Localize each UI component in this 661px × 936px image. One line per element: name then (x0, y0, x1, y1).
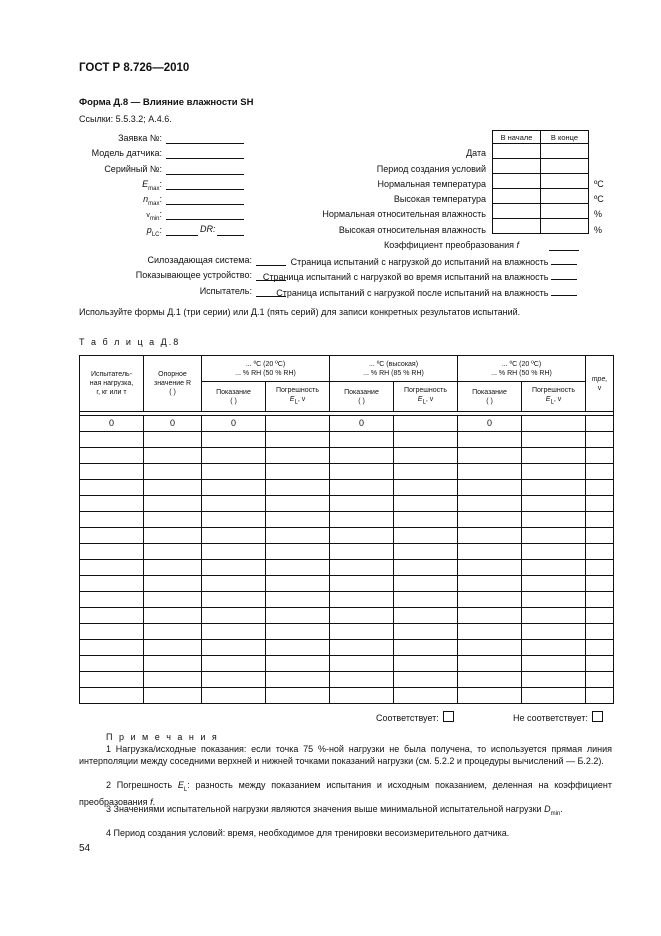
table-cell[interactable] (202, 464, 266, 480)
normal-temp-end-cell[interactable] (541, 174, 589, 189)
col-load-header: Испытатель- ная нагрузка, г, кг или т (80, 356, 144, 412)
table-cell[interactable] (202, 624, 266, 640)
table-cell[interactable] (80, 432, 144, 448)
table-cell[interactable] (586, 544, 614, 560)
table-cell[interactable] (80, 544, 144, 560)
table-cell[interactable] (202, 448, 266, 464)
table-cell[interactable] (330, 512, 394, 528)
group1-header: ... ºC (20 ºC) ... % RH (50 % RH) (202, 356, 330, 382)
table-cell[interactable] (144, 576, 202, 592)
page-before-field[interactable] (551, 255, 577, 265)
normal-temp-start-cell[interactable] (493, 174, 541, 189)
table-cell[interactable] (394, 640, 458, 656)
table-cell[interactable] (80, 624, 144, 640)
page-during-field[interactable] (551, 270, 577, 280)
error-header-1: Погрешность $E_L$, v (266, 382, 330, 412)
table-cell[interactable] (144, 640, 202, 656)
table-cell[interactable] (330, 560, 394, 576)
table-cell[interactable] (394, 576, 458, 592)
table-cell[interactable] (522, 512, 586, 528)
table-cell[interactable] (144, 672, 202, 688)
group2-header: ... ºC (высокая) ... % RH (85 % RH) (330, 356, 458, 382)
table-cell[interactable] (330, 656, 394, 672)
table-cell[interactable] (394, 448, 458, 464)
table-row (80, 560, 614, 576)
table-cell[interactable] (266, 560, 330, 576)
table-cell[interactable] (522, 448, 586, 464)
table-cell[interactable] (266, 688, 330, 704)
table-cell[interactable] (80, 448, 144, 464)
table-cell[interactable] (330, 496, 394, 512)
dr-label: DR: (200, 224, 216, 234)
high-temp-start-cell[interactable] (493, 189, 541, 204)
reading-header-1: Показание ( ) (202, 382, 266, 412)
table-cell[interactable] (522, 560, 586, 576)
col-end-header: В конце (541, 131, 589, 144)
page-during-row: Страница испытаний с нагрузкой во время испытаний на влажность (263, 270, 577, 282)
serial-label: Серийный №: (104, 164, 162, 174)
table-cell[interactable] (266, 592, 330, 608)
normal-rh-end-cell[interactable] (541, 204, 589, 219)
note-2: 2 Погрешность $E_L$: разность между показанием испытания и исходным показанием, деленная на коэффициент преобразования f. (79, 780, 612, 807)
table-row (80, 528, 614, 544)
standard-header: ГОСТ Р 8.726—2010 (79, 62, 190, 74)
table-cell[interactable] (586, 640, 614, 656)
table-row (80, 672, 614, 688)
table-cell[interactable] (586, 576, 614, 592)
complies-checkbox[interactable] (443, 711, 454, 722)
table-cell[interactable] (458, 592, 522, 608)
table-cell[interactable] (80, 560, 144, 576)
table-cell[interactable] (202, 592, 266, 608)
request-label: Заявка №: (118, 133, 162, 143)
table-cell[interactable] (330, 688, 394, 704)
table-caption: Т а б л и ц а Д.8 (79, 337, 181, 347)
table-cell[interactable] (202, 560, 266, 576)
table-cell[interactable] (458, 512, 522, 528)
table-cell[interactable] (458, 688, 522, 704)
table-cell[interactable] (522, 528, 586, 544)
table-cell[interactable] (202, 528, 266, 544)
table-row (80, 480, 614, 496)
table-cell[interactable] (266, 576, 330, 592)
table-cell[interactable] (330, 672, 394, 688)
high-rh-end-cell[interactable] (541, 219, 589, 234)
table-cell[interactable] (80, 576, 144, 592)
table-cell[interactable] (586, 464, 614, 480)
table-cell[interactable] (522, 496, 586, 512)
form-title: Форма Д.8 — Влияние влажности SH (79, 97, 254, 108)
emax-field[interactable] (166, 180, 244, 190)
table-cell[interactable] (522, 576, 586, 592)
page-before-row: Страница испытаний с нагрузкой до испытаний на влажность (291, 255, 577, 267)
group3-header: ... ºC (20 ºC) ... % RH (50 % RH) (458, 356, 586, 382)
unit-high-rh: % (594, 225, 603, 235)
col-start-header: В начале (493, 131, 541, 144)
table-cell[interactable] (522, 432, 586, 448)
table-cell[interactable] (330, 544, 394, 560)
table-cell[interactable] (394, 480, 458, 496)
table-cell[interactable] (586, 592, 614, 608)
table-cell[interactable] (330, 640, 394, 656)
emax-label: $E_{max}$: (142, 179, 162, 192)
table-cell[interactable] (458, 640, 522, 656)
display-device-label: Показывающее устройство: (135, 270, 252, 280)
table-cell[interactable] (330, 592, 394, 608)
cell-mpe[interactable] (586, 416, 614, 432)
table-cell[interactable] (144, 608, 202, 624)
use-forms-text: Используйте формы Д.1 (три серии) или Д.1 (пять серий) для записи конкретных результатов испытаний. (79, 307, 521, 317)
table-row (80, 624, 614, 640)
table-cell[interactable] (330, 608, 394, 624)
table-row (80, 448, 614, 464)
cell-reading-3[interactable]: 0 (458, 416, 522, 432)
table-cell[interactable] (266, 656, 330, 672)
table-cell[interactable] (522, 624, 586, 640)
table-cell[interactable] (266, 432, 330, 448)
table-row (80, 432, 614, 448)
table-cell[interactable] (458, 480, 522, 496)
date-label: Дата (466, 148, 486, 158)
table-cell[interactable] (330, 480, 394, 496)
nmax-field[interactable] (166, 195, 244, 205)
table-cell[interactable] (144, 624, 202, 640)
table-cell[interactable] (330, 432, 394, 448)
table-cell[interactable] (144, 464, 202, 480)
table-cell[interactable] (266, 448, 330, 464)
table-cell[interactable] (394, 512, 458, 528)
note-1: 1 Нагрузка/исходные показания: если точка 75 %-ной нагрузки не была получена, то используется прямая линия интерполяции между соседними верхней и нижней точками показаний нагрузки (см. 5.2.2 и процедуры вычислений — Б.2.2). (79, 744, 612, 766)
cell-reading-2[interactable]: 0 (330, 416, 394, 432)
table-row (80, 576, 614, 592)
normal-rh-label: Нормальная относительная влажность (322, 209, 486, 219)
page-number: 54 (79, 843, 91, 854)
table-cell[interactable] (202, 512, 266, 528)
cell-ref[interactable]: 0 (144, 416, 202, 432)
table-cell[interactable] (202, 608, 266, 624)
table-row (80, 512, 614, 528)
high-temp-end-cell[interactable] (541, 189, 589, 204)
table-cell[interactable] (80, 512, 144, 528)
table-cell[interactable] (330, 464, 394, 480)
table-cell[interactable] (80, 672, 144, 688)
normal-temp-label: Нормальная температура (377, 179, 486, 189)
table-cell[interactable] (144, 592, 202, 608)
date-start-cell[interactable] (493, 144, 541, 159)
table-cell[interactable] (144, 512, 202, 528)
table-cell[interactable] (458, 656, 522, 672)
table-cell[interactable] (144, 560, 202, 576)
form-references: Ссылки: 5.5.3.2; А.4.6. (79, 114, 172, 124)
error-header-2: Погрешность $E_L$, v (394, 382, 458, 412)
high-rh-label: Высокая относительная влажность (338, 225, 486, 235)
table-cell[interactable] (586, 672, 614, 688)
unit-normal-rh: % (594, 209, 603, 219)
table-cell[interactable] (458, 560, 522, 576)
sensor-model-label: Модель датчика: (91, 148, 162, 158)
cond-period-label: Период создания условий (376, 164, 486, 174)
note-3: 3 Значениями испытательной нагрузки являются значения выше минимальной испытательной нагрузки $D_{min}$. (106, 804, 563, 817)
table-cell[interactable] (522, 592, 586, 608)
error-header-3: Погрешность $E_L$, v (522, 382, 586, 412)
table-cell[interactable] (586, 624, 614, 640)
cell-error-3[interactable] (522, 416, 586, 432)
table-cell[interactable] (394, 544, 458, 560)
table-cell[interactable] (266, 672, 330, 688)
table-cell[interactable] (586, 560, 614, 576)
conv-factor-label: Коэффициент преобразования f (384, 240, 520, 250)
table-cell[interactable] (330, 448, 394, 464)
table-cell[interactable] (80, 592, 144, 608)
vmin-label: $v_{min}$: (146, 209, 162, 222)
table-cell[interactable] (202, 496, 266, 512)
table-cell[interactable] (80, 464, 144, 480)
col-ref-header: Опорное значение R ( ) (144, 356, 202, 412)
table-cell[interactable] (266, 528, 330, 544)
cell-error-2[interactable] (394, 416, 458, 432)
dr-field[interactable] (217, 226, 244, 236)
nmax-label: $n_{max}$: (143, 194, 162, 207)
tester-label: Испытатель: (199, 286, 252, 296)
table-cell[interactable] (394, 624, 458, 640)
table-cell[interactable] (144, 448, 202, 464)
table-cell[interactable] (144, 544, 202, 560)
table-cell[interactable] (458, 544, 522, 560)
col-mpe-header: mpe, v (586, 356, 614, 412)
request-field[interactable] (166, 134, 244, 144)
table-cell[interactable] (144, 656, 202, 672)
table-cell[interactable] (144, 432, 202, 448)
table-cell[interactable] (586, 512, 614, 528)
page-after-row: Страница испытаний с нагрузкой после испытаний на влажность (276, 286, 577, 298)
sensor-model-field[interactable] (166, 149, 244, 159)
table-cell[interactable] (522, 640, 586, 656)
note-4: 4 Период создания условий: время, необходимое для тренировки весоизмерительного датчика. (106, 828, 510, 838)
table-cell[interactable] (586, 656, 614, 672)
table-cell[interactable] (458, 432, 522, 448)
table-row (80, 544, 614, 560)
not-complies-checkbox[interactable] (592, 711, 603, 722)
table-cell[interactable] (202, 656, 266, 672)
table-cell[interactable] (80, 640, 144, 656)
table-cell[interactable] (330, 624, 394, 640)
table-cell[interactable] (586, 448, 614, 464)
table-cell[interactable] (522, 480, 586, 496)
unit-normal-temp: ºC (594, 179, 604, 189)
table-cell[interactable] (394, 464, 458, 480)
table-cell[interactable] (458, 608, 522, 624)
high-rh-start-cell[interactable] (493, 219, 541, 234)
load-system-label: Силозадающая система: (147, 255, 252, 265)
table-row (80, 656, 614, 672)
table-cell[interactable] (202, 544, 266, 560)
cell-error-1[interactable] (266, 416, 330, 432)
table-cell[interactable] (586, 608, 614, 624)
not-complies-row: Не соответствует: (513, 711, 603, 723)
table-cell[interactable] (394, 688, 458, 704)
table-row (80, 592, 614, 608)
table-cell[interactable] (522, 656, 586, 672)
table-cell[interactable] (522, 688, 586, 704)
table-cell[interactable] (394, 608, 458, 624)
table-cell[interactable] (522, 544, 586, 560)
conditions-grid (492, 130, 589, 234)
normal-rh-start-cell[interactable] (493, 204, 541, 219)
vmin-field[interactable] (166, 210, 244, 220)
reading-header-2: Показание ( ) (330, 382, 394, 412)
plc-label: $p_{LC}$: (146, 225, 162, 238)
table-cell[interactable] (266, 608, 330, 624)
table-cell[interactable] (394, 672, 458, 688)
complies-row: Соответствует: (376, 711, 454, 723)
table-cell[interactable] (80, 496, 144, 512)
table-cell[interactable] (522, 464, 586, 480)
table-cell[interactable] (330, 576, 394, 592)
table-cell[interactable] (80, 688, 144, 704)
load-system-field[interactable] (256, 256, 286, 266)
table-cell[interactable] (202, 672, 266, 688)
table-cell[interactable] (586, 528, 614, 544)
period-end-cell[interactable] (541, 159, 589, 174)
table-cell[interactable] (144, 688, 202, 704)
cell-reading-1[interactable]: 0 (202, 416, 266, 432)
unit-high-temp: ºC (594, 194, 604, 204)
table-cell[interactable] (394, 656, 458, 672)
table-cell[interactable] (522, 608, 586, 624)
table-cell[interactable] (80, 480, 144, 496)
table-cell[interactable] (458, 464, 522, 480)
table-cell[interactable] (394, 592, 458, 608)
table-cell[interactable] (202, 432, 266, 448)
table-row (80, 496, 614, 512)
table-cell[interactable] (394, 496, 458, 512)
period-start-cell[interactable] (493, 159, 541, 174)
conv-factor-field[interactable] (549, 241, 579, 251)
table-cell[interactable] (586, 432, 614, 448)
high-temp-label: Высокая температура (393, 194, 486, 204)
table-cell[interactable] (458, 448, 522, 464)
table-cell[interactable] (458, 528, 522, 544)
cell-load[interactable]: 0 (80, 416, 144, 432)
table-cell[interactable] (80, 528, 144, 544)
table-cell[interactable] (266, 512, 330, 528)
table-row (80, 416, 614, 432)
table-cell[interactable] (202, 640, 266, 656)
table-cell[interactable] (266, 464, 330, 480)
table-row (80, 464, 614, 480)
table-row (80, 608, 614, 624)
table-cell[interactable] (80, 656, 144, 672)
table-cell[interactable] (458, 576, 522, 592)
table-row (80, 688, 614, 704)
date-end-cell[interactable] (541, 144, 589, 159)
table-row (80, 640, 614, 656)
table-cell[interactable] (586, 480, 614, 496)
reading-header-3: Показание ( ) (458, 382, 522, 412)
table-cell[interactable] (202, 480, 266, 496)
table-cell[interactable] (394, 432, 458, 448)
table-cell[interactable] (80, 608, 144, 624)
table-cell[interactable] (458, 496, 522, 512)
notes-title: П р и м е ч а н и я (106, 732, 219, 742)
table-cell[interactable] (266, 480, 330, 496)
table-cell[interactable] (266, 624, 330, 640)
table-cell[interactable] (458, 624, 522, 640)
table-cell[interactable] (586, 688, 614, 704)
table-cell[interactable] (266, 496, 330, 512)
table-cell[interactable] (144, 496, 202, 512)
table-cell[interactable] (144, 528, 202, 544)
table-cell[interactable] (394, 528, 458, 544)
page-after-field[interactable] (551, 286, 577, 296)
table-cell[interactable] (586, 496, 614, 512)
table-cell[interactable] (266, 640, 330, 656)
plc-field[interactable] (166, 226, 198, 236)
results-table (79, 355, 614, 704)
table-cell[interactable] (202, 688, 266, 704)
table-cell[interactable] (458, 672, 522, 688)
table-cell[interactable] (522, 672, 586, 688)
table-cell[interactable] (330, 528, 394, 544)
serial-field[interactable] (166, 165, 244, 175)
table-cell[interactable] (202, 576, 266, 592)
table-cell[interactable] (394, 560, 458, 576)
table-cell[interactable] (144, 480, 202, 496)
table-cell[interactable] (266, 544, 330, 560)
